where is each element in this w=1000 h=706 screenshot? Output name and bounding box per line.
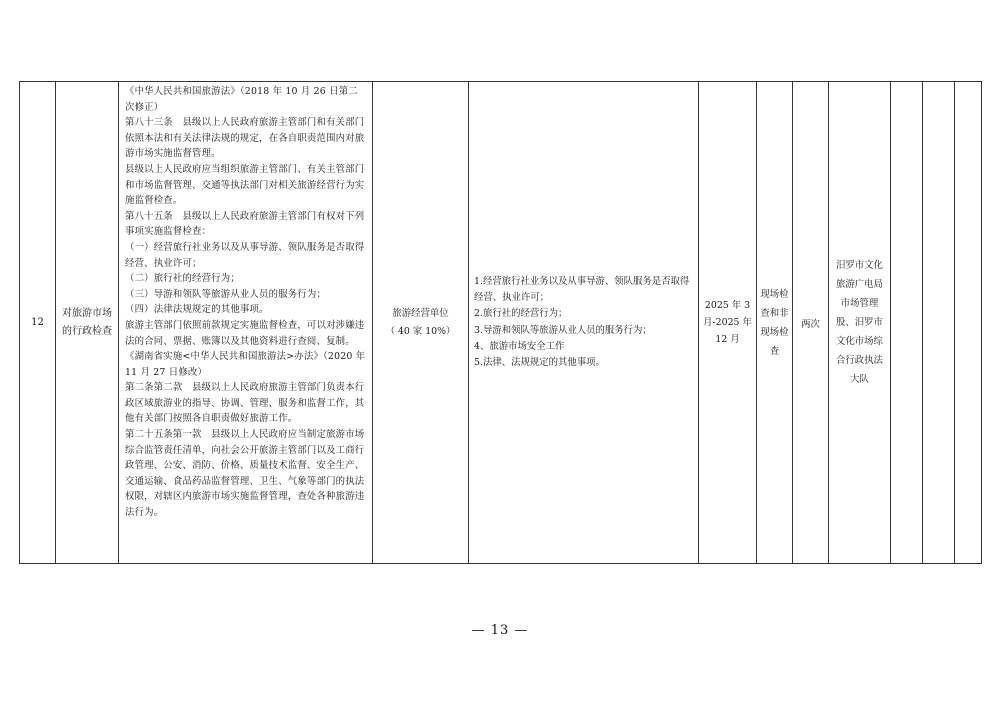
legal-basis: [119, 82, 373, 564]
basis-line: （二）旅行社的经营行为；: [125, 273, 240, 285]
responsible-department: 汨罗市文化旅游广电局市场管理股、汨罗市文化市场综合行政执法大队: [829, 82, 891, 564]
empty-cell: [955, 82, 982, 564]
basis-line: 《湖南省实施<中华人民共和国旅游法>办法》（2020 年 11 月 27 日修改）: [125, 351, 366, 378]
empty-cell: [891, 82, 923, 564]
content-line: 1.经营旅行社业务以及从事导游、领队服务是否取得经营、执业许可；: [474, 275, 690, 304]
inspection-time: 2025 年 3 月-2025 年 12 月: [699, 82, 757, 564]
empty-cell: [923, 82, 955, 564]
basis-line: 第八十三条 县级以上人民政府旅游主管部门和有关部门依照本法和有关法律法规的规定，在各自职责范围内对旅游市场实施监督管理。: [125, 117, 365, 160]
inspection-frequency: 两次: [793, 82, 829, 564]
inspection-item: 对旅游市场的行政检查: [56, 82, 119, 564]
inspection-method: 现场检查和非现场检查: [757, 82, 793, 564]
object-name: 旅游经营单位: [392, 307, 449, 319]
inspection-plan-table: [19, 81, 982, 564]
table-row: [20, 82, 982, 564]
basis-line: （四）法律法规规定的其他事项。: [125, 304, 269, 316]
basis-line: （三）导游和领队等旅游从业人员的服务行为；: [125, 288, 327, 300]
content-line: 2.旅行社的经营行为；: [474, 308, 568, 320]
content-line: 4、旅游市场安全工作: [474, 340, 565, 352]
basis-line: 《中华人民共和国旅游法》（2018 年 10 月 26 日第二次修正）: [125, 86, 358, 113]
inspection-content: [469, 82, 699, 564]
basis-line: 第八十五条 县级以上人民政府旅游主管部门有权对下列事项实施监督检查：: [125, 210, 365, 238]
basis-line: 第二条第二款 县级以上人民政府旅游主管部门负责本行政区域旅游业的指导、协调、管理、服务和监督工作，其他有关部门按照各自职责做好旅游工作。: [125, 382, 365, 425]
basis-line: 旅游主管部门依照前款规定实施监督检查，可以对涉嫌违法的合同、票据、账簿以及其他资料进行查阅、复制。: [125, 319, 365, 347]
basis-line: 第二十五条第一款 县级以上人民政府应当制定旅游市场综合监管责任清单，向社会公开旅游主管部门以及工商行政管理、公安、消防、价格、质量技术监督、安全生产、交通运输、食品药品监督管理、卫生、气象等部门的执法权限，对辖区内旅游市场实施监督管理，查处各种旅游违法行为。: [125, 429, 365, 519]
basis-line: （一）经营旅行社业务以及从事导游、领队服务是否取得经营、执业许可；: [125, 241, 365, 269]
inspection-object: [373, 82, 469, 564]
object-count: （ 40 家 10%）: [385, 325, 456, 337]
page-number: — 13 —: [471, 623, 529, 638]
row-number: 12: [20, 82, 56, 564]
content-line: 5.法律、法规规定的其他事项。: [474, 356, 605, 368]
content-line: 3.导游和领队等旅游从业人员的服务行为；: [474, 324, 652, 336]
basis-line: 县级以上人民政府应当组织旅游主管部门、有关主管部门和市场监督管理、交通等执法部门对相关旅游经营行为实施监督检查。: [125, 163, 365, 207]
